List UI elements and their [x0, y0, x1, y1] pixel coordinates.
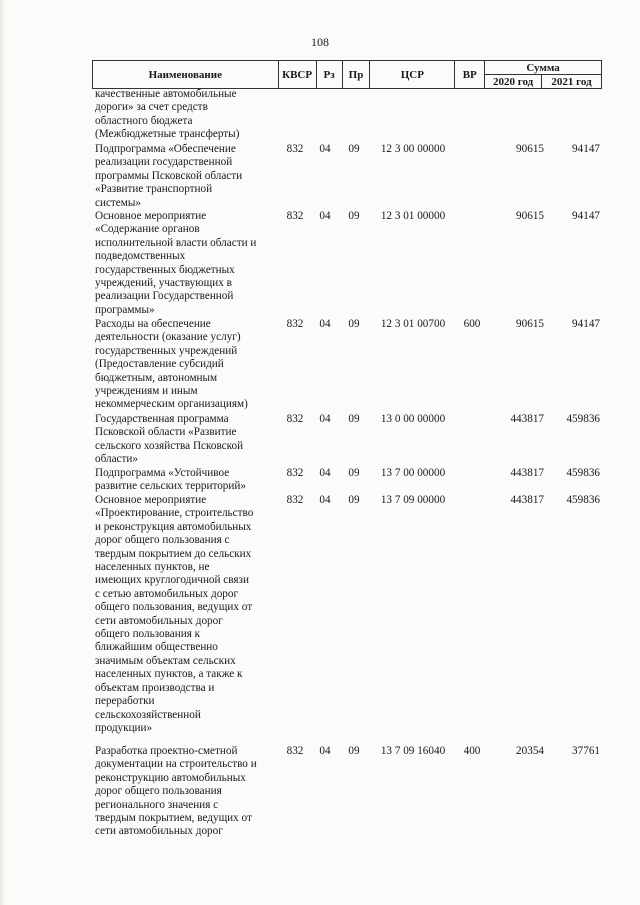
row-pr: 09 [348, 494, 360, 506]
row-sum-2020: 443817 [510, 494, 544, 506]
page-number: 108 [311, 35, 329, 49]
row-name: Государственная программа Псковской области «Развитие сельского хозяйства Псковской области» [95, 413, 244, 466]
row-sum-2021: 37761 [572, 745, 600, 757]
header-kvsr: КВСР [278, 61, 316, 89]
header-vr: ВР [455, 61, 485, 89]
row-sum-2020: 443817 [510, 413, 544, 425]
row-kvsr: 832 [286, 143, 304, 155]
table-header [92, 60, 602, 89]
row-sum-2020: 443817 [510, 467, 544, 479]
row-name: Расходы на обеспечение деятельности (оказание услуг) государственных учреждений (Предоставление субсидий бюджетным, автономным учреждениям и иным некоммерческим организациям) [95, 318, 248, 411]
row-pr: 09 [348, 318, 360, 330]
row-sum-2021: 94147 [572, 143, 600, 155]
row-pr: 09 [348, 745, 360, 757]
row-csr: 13 0 00 00000 [380, 413, 446, 425]
row-rz: 04 [319, 494, 331, 506]
row-rz: 04 [319, 467, 331, 479]
row-name: Подпрограмма «Обеспечение реализации государственной программы Псковской области «Развитие транспортной системы» [95, 143, 243, 209]
row-kvsr: 832 [286, 413, 304, 425]
row-sum-2021: 459836 [566, 494, 600, 506]
row-csr: 12 3 00 00000 [380, 143, 446, 155]
row-kvsr: 832 [286, 210, 304, 222]
row-sum-2020: 90615 [516, 210, 544, 222]
row-sum-2020: 20354 [516, 745, 544, 757]
row-vr: 400 [463, 745, 481, 757]
row-pr: 09 [348, 210, 360, 222]
row-kvsr: 832 [286, 318, 304, 330]
row-csr: 13 7 09 00000 [380, 494, 446, 506]
scan-edge-shadow [0, 0, 6, 905]
row-rz: 04 [319, 318, 331, 330]
row-rz: 04 [319, 210, 331, 222]
header-csr: ЦСР [370, 61, 455, 89]
row-csr: 13 7 00 00000 [380, 467, 446, 479]
header-pr: Пр [342, 61, 370, 89]
header-sum: Сумма [485, 61, 602, 75]
row-rz: 04 [319, 413, 331, 425]
row-pr: 09 [348, 467, 360, 479]
header-rz: Рз [316, 61, 342, 89]
row-name: качественные автомобильные дороги» за счет средств областного бюджета (Межбюджетные трансферты) [95, 88, 240, 141]
row-sum-2021: 459836 [566, 467, 600, 479]
row-name: Подпрограмма «Устойчивое развитие сельских территорий» [95, 467, 246, 493]
header-year-2020: 2020 год [485, 75, 542, 89]
row-csr: 12 3 01 00700 [380, 318, 446, 330]
header-name: Наименование [93, 61, 279, 89]
row-pr: 09 [348, 413, 360, 425]
row-sum-2020: 90615 [516, 318, 544, 330]
row-kvsr: 832 [286, 745, 304, 757]
row-sum-2021: 94147 [572, 210, 600, 222]
row-name: Разработка проектно-сметной документации на строительство и реконструкцию автомобильных дорог общего пользования регионального значения с твердым покрытием, ведущих от сети автомобильных дорог [95, 745, 257, 838]
row-vr: 600 [463, 318, 481, 330]
row-sum-2021: 94147 [572, 318, 600, 330]
row-name: Основное мероприятие «Содержание органов исполнительной власти области и подведомственных государственных бюджетных учреждений, участвующих в реализации Государственной программы» [95, 210, 257, 316]
row-rz: 04 [319, 143, 331, 155]
row-rz: 04 [319, 745, 331, 757]
header-year-2021: 2021 год [542, 75, 602, 89]
row-csr: 13 7 09 16040 [380, 745, 446, 757]
row-kvsr: 832 [286, 494, 304, 506]
row-pr: 09 [348, 143, 360, 155]
row-csr: 12 3 01 00000 [380, 210, 446, 222]
row-kvsr: 832 [286, 467, 304, 479]
row-sum-2021: 459836 [566, 413, 600, 425]
row-sum-2020: 90615 [516, 143, 544, 155]
row-name: Основное мероприятие «Проектирование, строительство и реконструкция автомобильных дорог общего пользования с твердым покрытием до сельских населенных пунктов, не имеющих круглогодичной связи с сетью автомобильных дорог общего пользования, ведущих от сети автомобильных дорог общего пользования к ближайшим общественно значимым объектам сельских населенных пунктов, а также к объектам производства и переработки сельскохозяйственной продукции» [95, 494, 254, 734]
